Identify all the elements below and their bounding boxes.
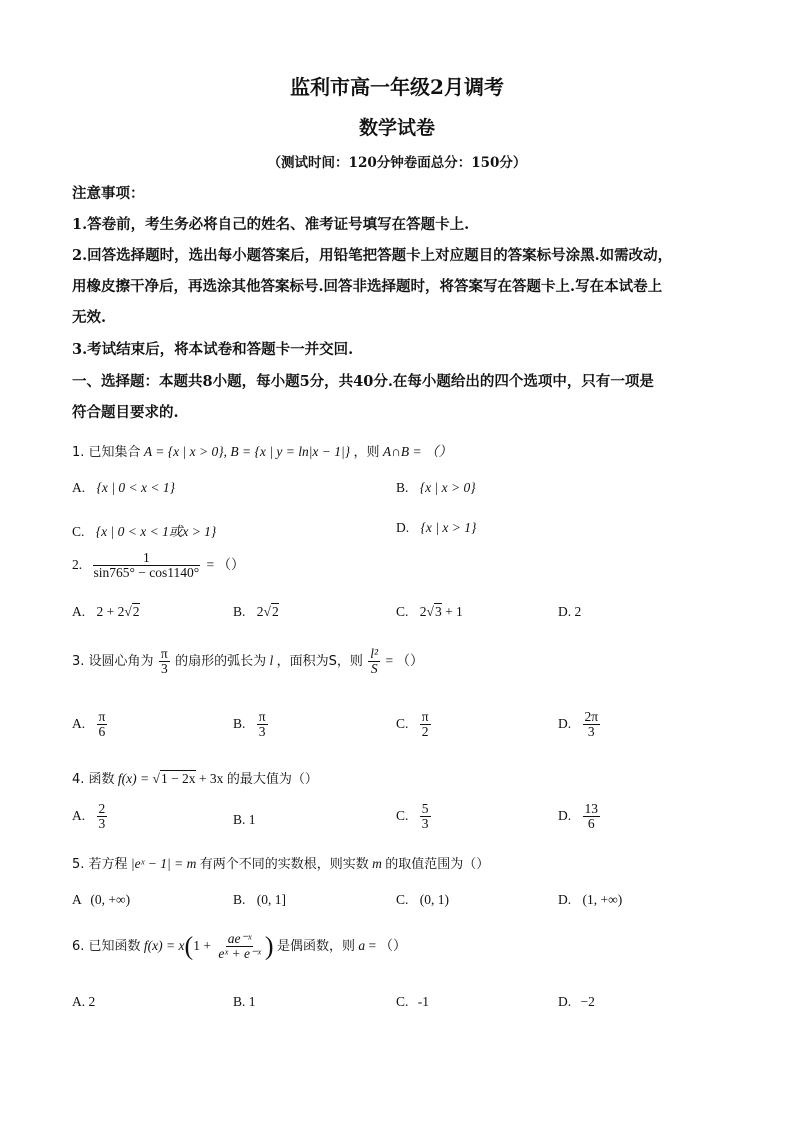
q2-option-c-tail: + 1 <box>445 604 463 619</box>
q3-mid2: ，面积为S，则 <box>276 653 363 669</box>
q4-option-a-fraction <box>97 802 108 831</box>
exam-subtitle: 数学试卷 <box>358 117 435 139</box>
option-label: B. <box>396 480 409 495</box>
option-label: C. <box>396 892 409 907</box>
option-label: D. <box>558 715 572 731</box>
q3-angle-den: 3 <box>160 661 168 677</box>
q6-numerator: ae⁻ˣ <box>227 931 252 946</box>
q6-denominator: eˣ + e⁻ˣ <box>218 946 261 962</box>
question-1: 1. 已知集合 A = {x | x > 0}, B = {x | y = ln|x − 1|} ，则 A∩B = （） <box>72 444 452 460</box>
q6-fraction <box>216 932 263 961</box>
q3-ratio-fraction <box>368 647 380 676</box>
q3-option-b <box>233 710 270 739</box>
option-label: B. <box>233 994 246 1009</box>
q1-option-a-value: {x | 0 < x < 1} <box>96 480 175 495</box>
q3-ratio-den: S <box>370 661 378 677</box>
option-label: C. <box>72 524 85 539</box>
q4-plus: + 3x <box>198 771 224 786</box>
sqrt-sign: √ <box>124 604 132 619</box>
q1-suffix: ，则 <box>353 445 380 460</box>
section1-line2: 符合题目要求的. <box>72 404 179 421</box>
option-label: C. <box>396 807 409 823</box>
q5-option-b <box>233 892 286 908</box>
option-label: C. <box>396 604 409 619</box>
q3-l: l <box>269 652 274 668</box>
q3-option-c-den: 2 <box>421 724 429 740</box>
option-label: D. <box>558 604 572 619</box>
q4-suffix: 的最大值为（） <box>226 772 318 787</box>
notes-heading: 注意事项： <box>72 185 145 202</box>
q4-prefix: 4. 函数 <box>72 772 115 787</box>
q4-option-d <box>558 802 602 831</box>
q3-angle-fraction <box>159 647 170 676</box>
q2-denominator: sin765° − cos1140° <box>93 565 200 581</box>
question-4 <box>72 768 318 787</box>
q2-number: 2. <box>72 556 83 572</box>
q1-option-b <box>396 480 476 496</box>
q4-option-d-den: 6 <box>587 816 595 832</box>
q4-option-c <box>396 802 433 831</box>
q2-option-d-value: 2 <box>574 604 582 619</box>
q5-option-d-value: (1, +∞) <box>582 892 623 907</box>
q2-option-b <box>233 604 279 620</box>
q3-option-a-den: 6 <box>98 724 106 740</box>
option-label: B. <box>233 715 246 731</box>
q1-prefix: 1. 已知集合 <box>72 445 141 460</box>
q6-prefix: 6. 已知函数 <box>72 938 141 954</box>
q3-option-a-fraction <box>97 710 108 739</box>
q4-option-a <box>72 802 109 831</box>
q5-option-c <box>396 892 449 908</box>
q6-option-a <box>72 994 95 1010</box>
option-label: B. <box>233 812 246 827</box>
q4-option-c-fraction <box>420 802 431 831</box>
q6-fx: f(x) = x <box>143 937 185 953</box>
question-2 <box>72 551 245 580</box>
q2-fraction <box>92 551 202 580</box>
q1-option-c-value: {x | 0 < x < 1或x > 1} <box>95 524 217 539</box>
q2-option-a-int: 2 + 2 <box>96 604 125 619</box>
q2-option-a-radicand: 2 <box>132 604 140 619</box>
question-3 <box>72 647 423 676</box>
q3-option-b-fraction <box>257 710 268 739</box>
q1-option-d-value: {x | x > 1} <box>420 520 477 535</box>
q4-option-d-fraction <box>583 802 601 831</box>
q4-option-d-num: 13 <box>584 801 598 816</box>
q2-option-c-int: 2 <box>419 604 427 619</box>
exam-title: 监利市高一年级2月调考 <box>290 75 504 99</box>
q6-option-d <box>558 994 595 1010</box>
q3-prefix: 3. 设圆心角为 <box>72 653 154 669</box>
q2-option-b-int: 2 <box>256 604 264 619</box>
q5-option-c-value: (0, 1) <box>419 892 450 907</box>
q3-option-d-fraction <box>583 710 601 739</box>
q2-option-d <box>558 604 581 620</box>
note-item-2-line3: 无效. <box>72 309 107 326</box>
q2-numerator: 1 <box>93 551 200 566</box>
left-paren: ( <box>184 931 194 961</box>
option-label: B. <box>233 892 246 907</box>
option-label: A <box>72 892 82 907</box>
q6-option-d-value: −2 <box>580 994 595 1009</box>
option-label: C. <box>396 715 409 731</box>
exam-info: （测试时间：120分钟卷面总分：150分） <box>267 155 527 171</box>
q3-option-d-den: 3 <box>587 724 595 740</box>
q3-option-a-num: π <box>98 709 106 724</box>
q6-a: a <box>358 937 366 953</box>
q1-set-b: B = {x | y = ln|x − 1|} <box>230 444 351 459</box>
q2-tail: = （） <box>206 556 245 572</box>
option-label: D. <box>558 994 572 1009</box>
note-item-1: 1.答卷前，考生务必将自己的姓名、准考证号填写在答题卡上. <box>72 216 470 233</box>
sqrt-sign: √ <box>152 771 160 786</box>
option-label: D. <box>558 892 572 907</box>
q3-angle-num: π <box>160 646 168 661</box>
q5-option-b-value: (0, 1] <box>256 892 287 907</box>
q1-option-d <box>396 520 476 536</box>
option-label: C. <box>396 994 409 1009</box>
q6-option-c-value: -1 <box>417 994 430 1009</box>
q6-option-b <box>233 994 256 1010</box>
sqrt-sign: √ <box>426 604 434 619</box>
note-item-2-line2: 用橡皮擦干净后，再选涂其他答案标号.回答非选择题时，将答案写在答题卡上.写在本试卷上 <box>72 278 663 295</box>
q3-option-b-num: π <box>258 709 266 724</box>
q1-set-a: A = {x | x > 0} <box>143 444 224 459</box>
q4-option-b-value: 1 <box>248 812 256 827</box>
q5-option-a <box>72 892 130 908</box>
q3-option-b-den: 3 <box>258 724 266 740</box>
option-label: A. <box>72 807 86 823</box>
q1-expr: A∩B = （） <box>382 444 452 459</box>
option-label: B. <box>233 604 246 619</box>
q3-mid: 的扇形的弧长为 <box>175 653 267 669</box>
question-6 <box>72 932 406 961</box>
note-item-2-line1: 2.回答选择题时，选出每小题答案后，用铅笔把答题卡上对应题目的答案标号涂黑.如需改动， <box>72 247 673 264</box>
q6-option-a-value: 2 <box>88 994 96 1009</box>
q6-one: 1 + <box>193 937 211 953</box>
option-label: D. <box>396 520 410 535</box>
q5-mid: 有两个不同的实数根，则实数 <box>199 857 369 872</box>
option-label: A. <box>72 994 86 1009</box>
option-label: A. <box>72 604 86 619</box>
note-item-3: 3.考试结束后，将本试卷和答题卡一并交回. <box>72 341 354 358</box>
q5-equation: |eˣ − 1| = m <box>130 856 197 871</box>
q3-option-c-fraction <box>420 710 431 739</box>
q2-option-c-radicand: 3 <box>434 604 442 619</box>
q2-option-a <box>72 604 140 620</box>
q5-prefix: 5. 若方程 <box>72 857 128 872</box>
q4-option-c-num: 5 <box>421 801 429 816</box>
q5-suffix: 的取值范围为（） <box>385 857 490 872</box>
q3-option-a <box>72 710 109 739</box>
q4-fx: f(x) = <box>117 771 150 786</box>
q6-suffix: 是偶函数，则 <box>276 938 355 954</box>
q4-radicand: 1 − 2x <box>160 771 196 786</box>
section1-line1: 一、选择题：本题共8小题，每小题5分，共40分.在每小题给出的四个选项中，只有一项是 <box>72 373 654 390</box>
option-label: D. <box>558 807 572 823</box>
q6-option-b-value: 1 <box>248 994 256 1009</box>
sqrt-sign: √ <box>263 604 271 619</box>
q4-option-c-den: 3 <box>421 816 429 832</box>
q3-option-d-num: 2π <box>584 709 599 724</box>
q2-option-b-radicand: 2 <box>271 604 279 619</box>
q5-m: m <box>372 856 382 871</box>
q3-tail: = （） <box>385 652 424 668</box>
q3-option-c-num: π <box>421 709 429 724</box>
option-label: A. <box>72 715 86 731</box>
q3-option-c <box>396 710 433 739</box>
option-label: A. <box>72 480 86 495</box>
q4-option-b <box>233 812 256 828</box>
q6-tail: = （） <box>368 937 407 953</box>
right-paren: ) <box>264 931 274 961</box>
q1-option-b-value: {x | x > 0} <box>419 480 476 495</box>
question-5 <box>72 853 489 872</box>
q6-option-c <box>396 994 429 1010</box>
q1-option-c <box>72 520 216 540</box>
q3-option-d <box>558 710 602 739</box>
q1-option-a <box>72 480 175 496</box>
q4-option-a-den: 3 <box>98 816 106 832</box>
q4-option-a-num: 2 <box>98 801 106 816</box>
q3-ratio-num: l² <box>370 646 379 661</box>
q5-option-d <box>558 892 622 908</box>
q5-option-a-value: (0, +∞) <box>90 892 131 907</box>
q2-option-c <box>396 604 463 620</box>
